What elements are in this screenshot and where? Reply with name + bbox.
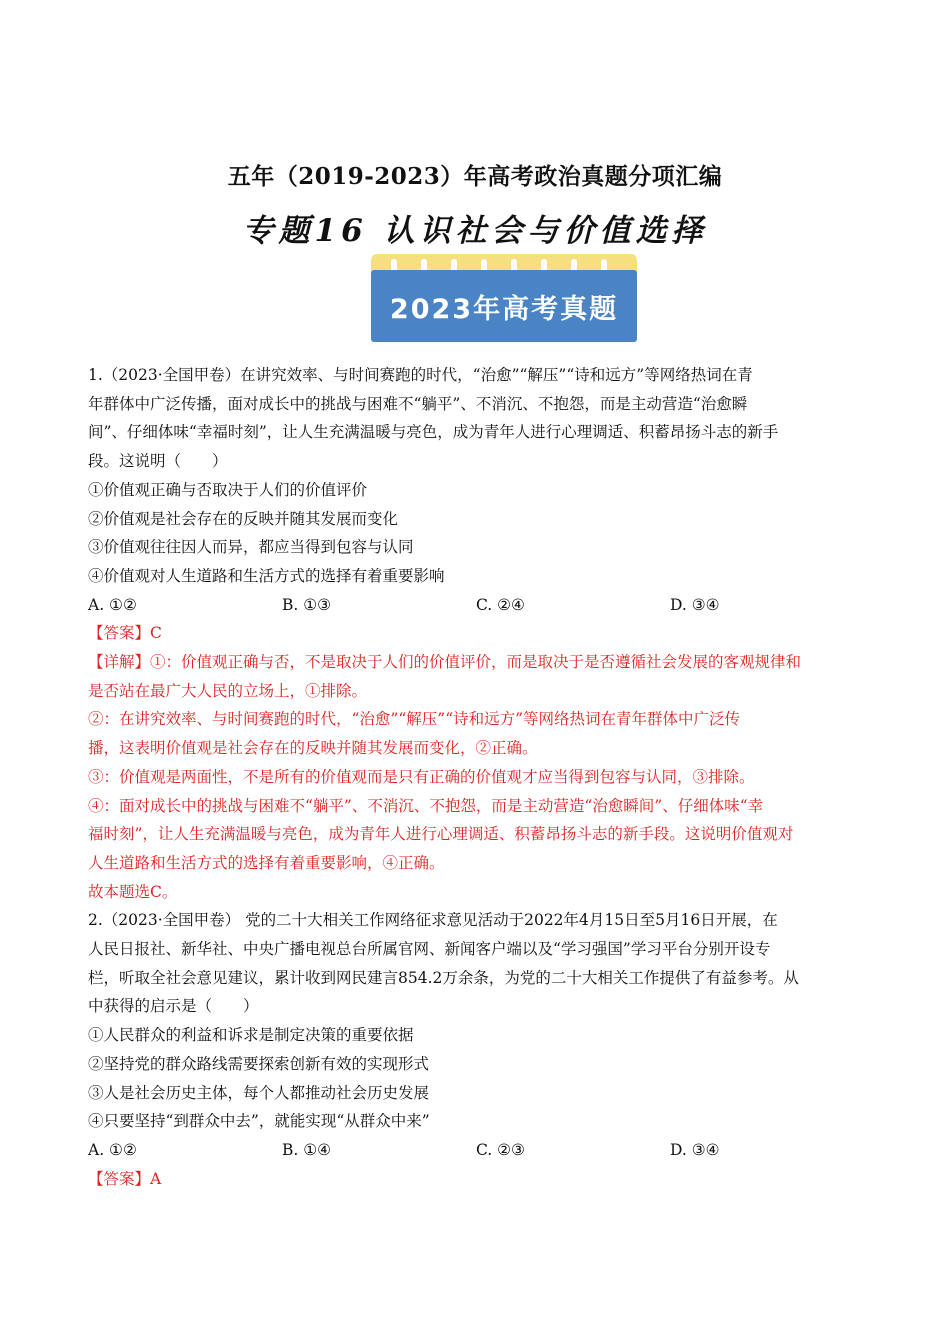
- answer-key: 【答案】C: [88, 624, 162, 643]
- choice-d: D. ③④: [670, 1140, 720, 1159]
- explanation-line: 播，这表明价值观是社会存在的反映并随其发展而变化，②正确。: [88, 739, 538, 758]
- answer-choices: [88, 1136, 866, 1165]
- question-stem: 年群体中广泛传播，面对成长中的挑战与困难不“躺平”、不消沉、不抱怨，而是主动营造“治愈瞬: [88, 394, 748, 413]
- statement-option: ②价值观是社会存在的反映并随其发展而变化: [88, 509, 399, 528]
- document-subtitle: 专题16 认识社会与价值选择: [242, 213, 708, 249]
- choice-b: B. ①③: [282, 595, 332, 614]
- statement-option: ④价值观对人生道路和生活方式的选择有着重要影响: [88, 566, 445, 585]
- explanation-conclusion: 故本题选C。: [88, 882, 178, 901]
- explanation-line: 【详解】①：价值观正确与否，不是取决于人们的价值评价，而是取决于是否遵循社会发展的客观规律和: [88, 653, 802, 672]
- choice-a: A. ①②: [88, 595, 137, 614]
- explanation-line: ④：面对成长中的挑战与困难不“躺平”、不消沉、不抱怨，而是主动营造“治愈瞬间”、仔细体味“幸: [88, 796, 764, 815]
- answer-key: 【答案】A: [88, 1169, 162, 1188]
- statement-option: ④只要坚持“到群众中去”，就能实现“从群众中来”: [88, 1112, 430, 1131]
- document-body: [88, 361, 866, 1193]
- explanation-line: ②：在讲究效率、与时间赛跑的时代，“治愈”“解压”“诗和远方”等网络热词在青年群体中广泛传: [88, 710, 741, 729]
- question-stem: 人民日报社、新华社、中央广播电视总台所属官网、新闻客户端以及“学习强国”学习平台分别开设专: [88, 940, 771, 959]
- answer-choices: [88, 591, 866, 620]
- question-stem: 中获得的启示是（ ）: [88, 997, 259, 1016]
- question-2: [88, 906, 866, 1193]
- choice-c: C. ②④: [476, 595, 525, 614]
- section-banner: [371, 254, 637, 342]
- statement-option: ①价值观正确与否取决于人们的价值评价: [88, 480, 368, 499]
- choice-d: D. ③④: [670, 595, 720, 614]
- document-title: 五年（2019-2023）年高考政治真题分项汇编: [227, 163, 723, 190]
- statement-option: ①人民群众的利益和诉求是制定决策的重要依据: [88, 1026, 414, 1045]
- explanation-line: 人生道路和生活方式的选择有着重要影响，④正确。: [88, 853, 445, 872]
- statement-option: ③价值观往往因人而异，都应当得到包容与认同: [88, 538, 414, 557]
- question-stem: 1.（2023·全国甲卷）在讲究效率、与时间赛跑的时代，“治愈”“解压”“诗和远方”等网络热词在青: [88, 366, 753, 384]
- question-stem: 段。这说明（ ）: [88, 452, 228, 471]
- explanation-line: 是否站在最广大人民的立场上，①排除。: [88, 681, 368, 700]
- question-stem: 2.（2023·全国甲卷） 党的二十大相关工作网络征求意见活动于2022年4月15日至5月16日开展，在: [88, 911, 778, 930]
- explanation-line: ③：价值观是两面性，不是所有的价值观而是只有正确的价值观才应当得到包容与认同，③排除。: [88, 767, 755, 786]
- choice-a: A. ①②: [88, 1140, 137, 1159]
- question-1: [88, 361, 866, 906]
- choice-c: C. ②③: [476, 1140, 525, 1159]
- banner-label: 2023年高考真题: [389, 293, 619, 325]
- question-stem: 栏，听取全社会意见建议，累计收到网民建言854.2万余条，为党的二十大相关工作提供了有益参考。从: [88, 968, 799, 987]
- explanation-line: 福时刻”，让人生充满温暖与亮色，成为青年人进行心理调适、积蓄昂扬斗志的新手段。这说明价值观对: [88, 825, 794, 844]
- banner-box: [371, 270, 637, 342]
- statement-option: ②坚持党的群众路线需要探索创新有效的实现形式: [88, 1054, 430, 1073]
- statement-option: ③人是社会历史主体，每个人都推动社会历史发展: [88, 1083, 430, 1102]
- choice-b: B. ①④: [282, 1140, 332, 1159]
- question-stem: 间”、仔细体味“幸福时刻”，让人生充满温暖与亮色，成为青年人进行心理调适、积蓄昂扬斗志的新手: [88, 423, 779, 442]
